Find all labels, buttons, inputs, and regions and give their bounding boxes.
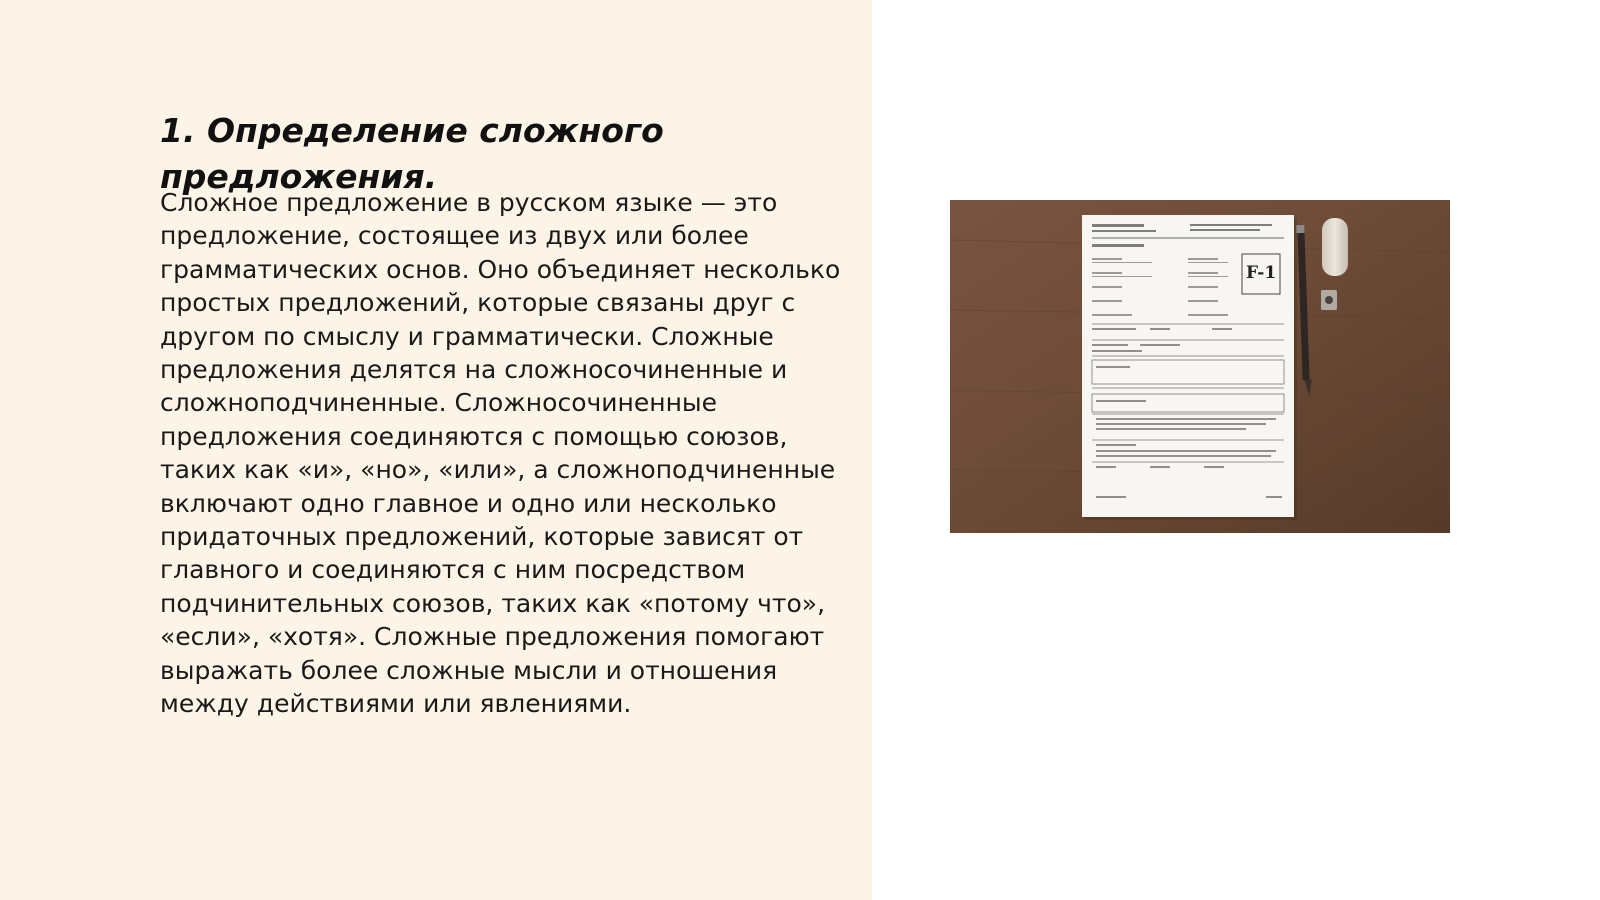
form-on-desk-photo bbox=[950, 200, 1450, 533]
eraser bbox=[1322, 218, 1348, 276]
form-code-label: F-1 bbox=[1246, 263, 1277, 283]
slide-paragraph: Сложное предложение в русском языке — это предложение, состоящее из двух или более грамматических основ. Оно объединяет несколько простых предложений, которые связаны друг с другом по смыслу и грамматически. Сложные предложения делятся на сложносочиненные и сложноподчиненные. Сложносочиненные предложения соединяются с помощью союзов, таких как «и», «но», «или», а сложноподчиненные включают одно главное и одно или несколько придаточных предложений, которые зависят от главного и соединяются с ним посредством подчинительных союзов, таких как «потому что», «если», «хотя». Сложные предложения помогают выражать более сложные мысли и отношения между действиями или явлениями. bbox=[160, 188, 841, 719]
slide-heading: 1. Определение сложного предложения. bbox=[160, 111, 664, 196]
pencil-sharpener bbox=[1321, 290, 1337, 310]
